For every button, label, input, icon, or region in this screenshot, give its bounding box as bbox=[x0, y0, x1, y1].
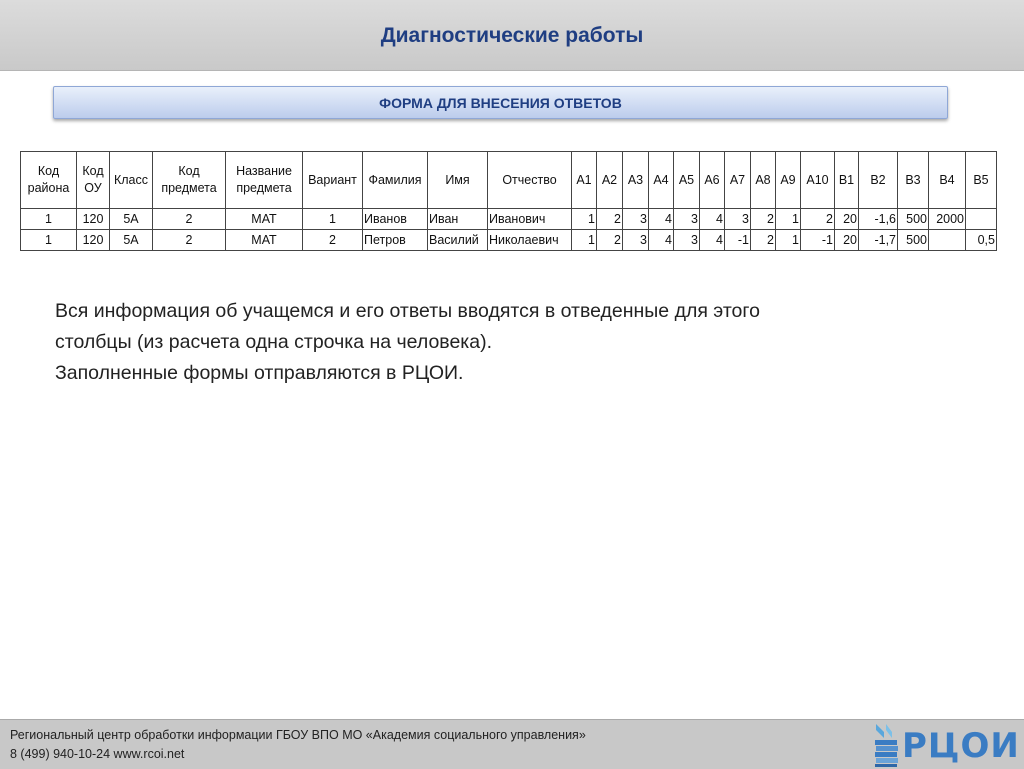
column-header: А3 bbox=[623, 152, 649, 209]
table-cell[interactable]: 3 bbox=[674, 209, 700, 230]
table-cell[interactable]: МАТ bbox=[226, 230, 303, 251]
table-cell[interactable]: 2 bbox=[597, 230, 623, 251]
table-cell[interactable]: 120 bbox=[77, 209, 110, 230]
info-line: Заполненные формы отправляются в РЦОИ. bbox=[55, 362, 464, 384]
column-header: В3 bbox=[898, 152, 929, 209]
info-line: Вся информация об учащемся и его ответы вводятся в отведенные для этого bbox=[55, 300, 760, 322]
table-cell[interactable]: 5А bbox=[110, 230, 153, 251]
table-cell[interactable]: МАТ bbox=[226, 209, 303, 230]
column-header: Класс bbox=[110, 152, 153, 209]
table-cell[interactable]: 2 bbox=[751, 230, 776, 251]
table-cell[interactable]: 1 bbox=[21, 230, 77, 251]
table-cell[interactable]: 1 bbox=[572, 230, 597, 251]
table-cell[interactable]: 4 bbox=[700, 230, 725, 251]
column-header: Отчество bbox=[488, 152, 572, 209]
table-cell[interactable]: 1 bbox=[776, 230, 801, 251]
table-cell[interactable]: 2 bbox=[303, 230, 363, 251]
column-header: В2 bbox=[859, 152, 898, 209]
table-cell[interactable]: 500 bbox=[898, 209, 929, 230]
table-cell[interactable]: 3 bbox=[623, 230, 649, 251]
table-cell[interactable]: 5А bbox=[110, 209, 153, 230]
table-cell[interactable]: 3 bbox=[725, 209, 751, 230]
table-cell[interactable]: Петров bbox=[363, 230, 428, 251]
table-cell[interactable]: 3 bbox=[674, 230, 700, 251]
table-cell[interactable]: -1,7 bbox=[859, 230, 898, 251]
column-header: Название предмета bbox=[226, 152, 303, 209]
info-text bbox=[55, 296, 955, 389]
table-cell[interactable]: -1,6 bbox=[859, 209, 898, 230]
table-cell[interactable]: Иван bbox=[428, 209, 488, 230]
table-cell[interactable]: Иванович bbox=[488, 209, 572, 230]
table-row bbox=[21, 230, 997, 251]
answers-table bbox=[20, 151, 997, 251]
table-cell[interactable]: 2000 bbox=[929, 209, 966, 230]
table-cell[interactable]: 2 bbox=[751, 209, 776, 230]
footer-organization: Региональный центр обработки информации ГБОУ ВПО МО «Академия социального управления» bbox=[10, 728, 586, 742]
table-cell[interactable]: 20 bbox=[835, 209, 859, 230]
table-cell[interactable]: Иванов bbox=[363, 209, 428, 230]
table-cell[interactable]: -1 bbox=[725, 230, 751, 251]
table-cell[interactable]: 2 bbox=[153, 230, 226, 251]
footer-contacts: 8 (499) 940-10-24 www.rcoi.net bbox=[10, 747, 185, 761]
column-header: В5 bbox=[966, 152, 997, 209]
column-header: Код ОУ bbox=[77, 152, 110, 209]
column-header: А9 bbox=[776, 152, 801, 209]
table-cell[interactable]: 1 bbox=[572, 209, 597, 230]
table-cell[interactable]: 1 bbox=[303, 209, 363, 230]
table-cell[interactable]: 3 bbox=[623, 209, 649, 230]
table-cell[interactable]: -1 bbox=[801, 230, 835, 251]
column-header: А1 bbox=[572, 152, 597, 209]
table-cell[interactable]: 2 bbox=[801, 209, 835, 230]
form-banner-label: ФОРМА ДЛЯ ВНЕСЕНИЯ ОТВЕТОВ bbox=[379, 95, 622, 111]
table-cell[interactable]: 20 bbox=[835, 230, 859, 251]
rcoi-logo bbox=[870, 720, 1020, 769]
table-cell[interactable]: 1 bbox=[21, 209, 77, 230]
table-cell[interactable]: 1 bbox=[776, 209, 801, 230]
column-header: Имя bbox=[428, 152, 488, 209]
column-header: А6 bbox=[700, 152, 725, 209]
page-title: Диагностические работы bbox=[380, 24, 644, 47]
column-header: А2 bbox=[597, 152, 623, 209]
table-row bbox=[21, 209, 997, 230]
table-cell[interactable]: 4 bbox=[649, 230, 674, 251]
table-cell[interactable] bbox=[966, 209, 997, 230]
column-header: Вариант bbox=[303, 152, 363, 209]
stacked-books-icon bbox=[872, 722, 902, 768]
logo-text: РЦОИ bbox=[902, 726, 1020, 766]
column-header: А5 bbox=[674, 152, 700, 209]
footer-bar bbox=[0, 719, 1024, 769]
table-cell[interactable]: 4 bbox=[649, 209, 674, 230]
column-header: В1 bbox=[835, 152, 859, 209]
column-header: А8 bbox=[751, 152, 776, 209]
info-line: столбцы (из расчета одна строчка на человека). bbox=[55, 331, 493, 353]
column-header: А7 bbox=[725, 152, 751, 209]
column-header: В4 bbox=[929, 152, 966, 209]
header-bar bbox=[0, 0, 1024, 71]
column-header: Код предмета bbox=[153, 152, 226, 209]
column-header: А10 bbox=[801, 152, 835, 209]
table-cell[interactable]: 0,5 bbox=[966, 230, 997, 251]
table-cell[interactable]: Василий bbox=[428, 230, 488, 251]
column-header: А4 bbox=[649, 152, 674, 209]
table-header-row bbox=[21, 152, 997, 209]
table-cell[interactable] bbox=[929, 230, 966, 251]
column-header: Фамилия bbox=[363, 152, 428, 209]
column-header: Код района bbox=[21, 152, 77, 209]
table-cell[interactable]: 4 bbox=[700, 209, 725, 230]
table-cell[interactable]: 2 bbox=[153, 209, 226, 230]
table-cell[interactable]: 120 bbox=[77, 230, 110, 251]
form-banner bbox=[53, 86, 948, 119]
table-cell[interactable]: Николаевич bbox=[488, 230, 572, 251]
table-cell[interactable]: 500 bbox=[898, 230, 929, 251]
table-cell[interactable]: 2 bbox=[597, 209, 623, 230]
